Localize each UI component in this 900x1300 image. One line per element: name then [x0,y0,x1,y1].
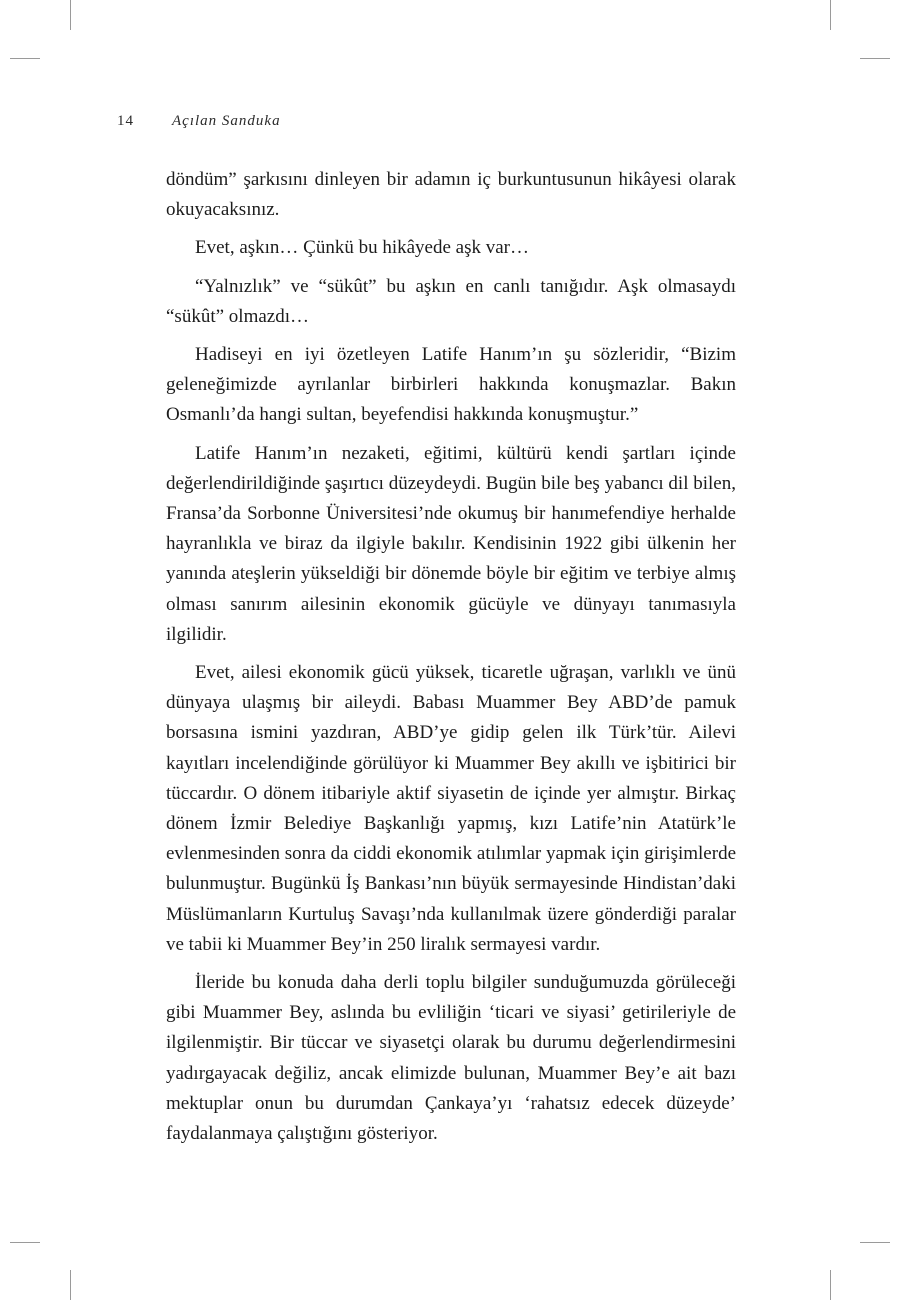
paragraph: Hadiseyi en iyi özetleyen Latife Hanım’ın şu sözleridir, “Bizim geleneğimizde ayrılanlar birbirleri hakkında konuşmazlar. Bakın Osmanlı’da hangi sultan, beyefendisi hakkında konuşmuştur.” [166,344,736,426]
crop-mark-right-top [860,58,890,59]
crop-mark-top-right [830,0,831,30]
paragraph-continuation: döndüm” şarkısını dinleyen bir adamın iç burkuntusunun hikâyesi olarak okuyacaksınız. [166,169,736,221]
crop-mark-left-top [10,58,40,59]
page-number: 14 [117,113,134,129]
paragraph: Evet, ailesi ekonomik gücü yüksek, ticaretle uğraşan, varlıklı ve ünü dünyaya ulaşmış bir aileydi. Babası Muammer Bey ABD’de pamuk borsasına ismini yazdıran, ABD’ye gidip gelen ilk Türk’tür. Ailevi kayıtları incelendiğinde görülüyor ki Muammer Bey akıllı ve işbitirici bir tüccardır. O dönem itibariyle aktif siyasetin de içinde yer almıştır. Birkaç dönem İzmir Belediye Başkanlığı yapmış, kızı Latife’nin Atatürk’le evlenmesinden sonra da ciddi ekonomik atılımlar yapmak için girişimlerde bulunmuştur. Bugünkü İş Bankası’nın büyük sermayesinde Hindistan’daki Müslümanların Kurtuluş Savaşı’nda kullanılmak üzere gönderdiği paralar ve tabii ki Muammer Bey’in 250 liralık sermayesi vardır. [166,662,736,955]
body-text [166,165,736,1157]
crop-mark-top-left [70,0,71,30]
paragraph: “Yalnızlık” ve “sükût” bu aşkın en canlı tanığıdır. Aşk olmasaydı “sükût” olmazdı… [166,275,736,327]
crop-mark-bottom-right [830,1270,831,1300]
crop-mark-left-bottom [10,1242,40,1243]
running-head [117,113,281,130]
running-title: Açılan Sanduka [172,113,281,129]
paragraph: Evet, aşkın… Çünkü bu hikâyede aşk var… [195,237,530,259]
paragraph: İleride bu konuda daha derli toplu bilgiler sunduğumuzda görüleceği gibi Muammer Bey, aslında bu evliliğin ‘ticari ve siyasi’ getirileriyle de ilgilenmiştir. Bir tüccar ve siyasetçi olarak bu durumu değerlendirmesini yadırgayacak değiliz, ancak elimizde bulunan, Muammer Bey’e ait bazı mektuplar onun bu durumdan Çankaya’yı ‘rahatsız edecek düzeyde’ faydalanmaya çalıştığını gösteriyor. [166,972,736,1145]
crop-mark-right-bottom [860,1242,890,1243]
crop-mark-bottom-left [70,1270,71,1300]
paragraph: Latife Hanım’ın nezaketi, eğitimi, kültürü kendi şartları içinde değerlendirildiğinde şaşırtıcı düzeydeydi. Bugün bile beş yabancı dil bilen, Fransa’da Sorbonne Üniversitesi’nde okumuş bir hanımefendiye herhalde hayranlıkla ve biraz da ilgiyle bakılır. Kendisinin 1922 gibi ülkenin her yanında ateşlerin yükseldiği bir dönemde böyle bir eğitim ve terbiye almış olması sanırım ailesinin ekonomik gücüyle ve dünyayı tanımasıyla ilgilidir. [166,442,736,645]
